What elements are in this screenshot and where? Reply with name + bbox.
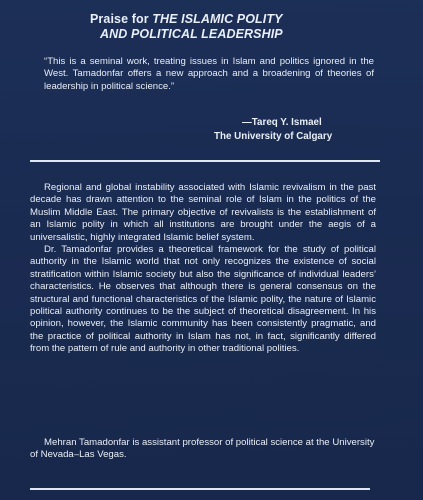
attribution-name: —Tareq Y. Ismael	[242, 117, 322, 128]
endorsement-attribution	[214, 116, 394, 143]
divider-top	[30, 160, 380, 162]
description-paragraph-2: Dr. Tamadonfar provides a theoretical framework for the study of political authority in the Islamic world that not only recognizes the existence of social stratification within Islamic society but also the significance of individual leaders’ characteristics. He observes that although there is general consensus on the structural and functional characteristics of the Islamic polity, the nature of Islamic political authority continues to be the subject of theoretical disagreement. In his opinion, however, the Islamic community has been consistently pragmatic, and the practice of political authority in Islam has not, in fact, significantly differed from the pattern of rule and authority in other traditional polities.	[30, 244, 376, 355]
praise-heading-prefix: Praise for	[90, 12, 153, 26]
praise-heading-title-line2: AND POLITICAL LEADERSHIP	[100, 27, 283, 41]
divider-bottom	[30, 488, 370, 490]
endorsement-quote: “This is a seminal work, treating issues in Islam and politics ignored in the West. Tamadonfar offers a new approach and a broadening of theories of leadership in political science.”	[44, 56, 374, 92]
praise-heading-title: THE ISLAMIC POLITY	[152, 12, 283, 26]
description-paragraph-1: Regional and global instability associated with Islamic revivalism in the past decade has drawn attention to the seminal role of Islam in the politics of the Muslim Middle East. The primary objective of revivalists is the establishment of an Islamic polity in which all institutions are brought under the aegis of a universalistic, highly integrated Islamic belief system.	[30, 182, 376, 243]
author-note: Mehran Tamadonfar is assistant professor of political science at the University of Nevada–Las Vegas.	[30, 437, 375, 461]
praise-heading	[90, 12, 330, 42]
description-body	[30, 182, 376, 356]
attribution-institution: The University of Calgary	[214, 130, 333, 142]
